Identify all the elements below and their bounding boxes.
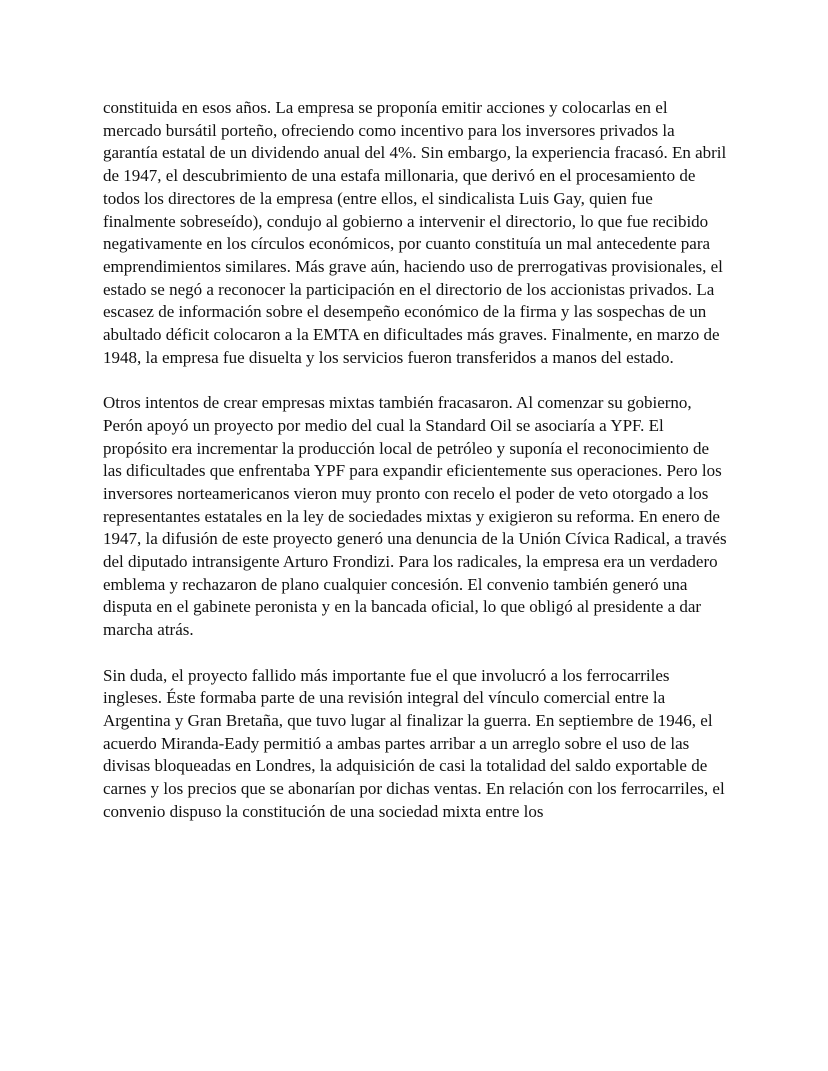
paragraph-3: Sin duda, el proyecto fallido más importante fue el que involucró a los ferrocarriles ingleses. Éste formaba parte de una revisión integral del vínculo comercial entre la Argentina y Gran Bretaña, que tuvo lugar al finalizar la guerra. En septiembre de 1946, el acuerdo Miranda-Eady permitió a ambas partes arribar a un arreglo sobre el uso de las divisas bloqueadas en Londres, la adquisición de casi la totalidad del saldo exportable de carnes y los precios que se abonarían por dichas ventas. En relación con los ferrocarriles, el convenio dispuso la constitución de una sociedad mixta entre los [103, 665, 725, 821]
page-text-block [103, 97, 728, 823]
paragraph-1: constituida en esos años. La empresa se proponía emitir acciones y colocarlas en el mercado bursátil porteño, ofreciendo como incentivo para los inversores privados la garantía estatal de un dividendo anual del 4%. Sin embargo, la experiencia fracasó. En abril de 1947, el descubrimiento de una estafa millonaria, que derivó en el procesamiento de todos los directores de la empresa (entre ellos, el sindicalista Luis Gay, quien fue finalmente sobreseído), condujo al gobierno a intervenir el directorio, lo que fue recibido negativamente en los círculos económicos, por cuanto constituía un mal antecedente para emprendimientos similares. Más grave aún, haciendo uso de prerrogativas provisionales, el estado se negó a reconocer la participación en el directorio de los accionistas privados. La escasez de información sobre el desempeño económico de la firma y las sospechas de un abultado déficit colocaron a la EMTA en dificultades más graves. Finalmente, en marzo de 1948, la empresa fue disuelta y los servicios fueron transferidos a manos del estado. [103, 98, 727, 367]
paragraph-2: Otros intentos de crear empresas mixtas también fracasaron. Al comenzar su gobierno, Perón apoyó un proyecto por medio del cual la Standard Oil se asociaría a YPF. El propósito era incrementar la producción local de petróleo y suponía el reconocimiento de las dificultades que enfrentaba YPF para expandir eficientemente sus operaciones. Pero los inversores norteamericanos vieron muy pronto con recelo el poder de veto otorgado a los representantes estatales en la ley de sociedades mixtas y exigieron su reforma. En enero de 1947, la difusión de este proyecto generó una denuncia de la Unión Cívica Radical, a través del diputado intransigente Arturo Frondizi. Para los radicales, la empresa era un verdadero emblema y rechazaron de plano cualquier concesión. El convenio también generó una disputa en el gabinete peronista y en la bancada oficial, lo que obligó al presidente a dar marcha atrás. [103, 393, 727, 640]
